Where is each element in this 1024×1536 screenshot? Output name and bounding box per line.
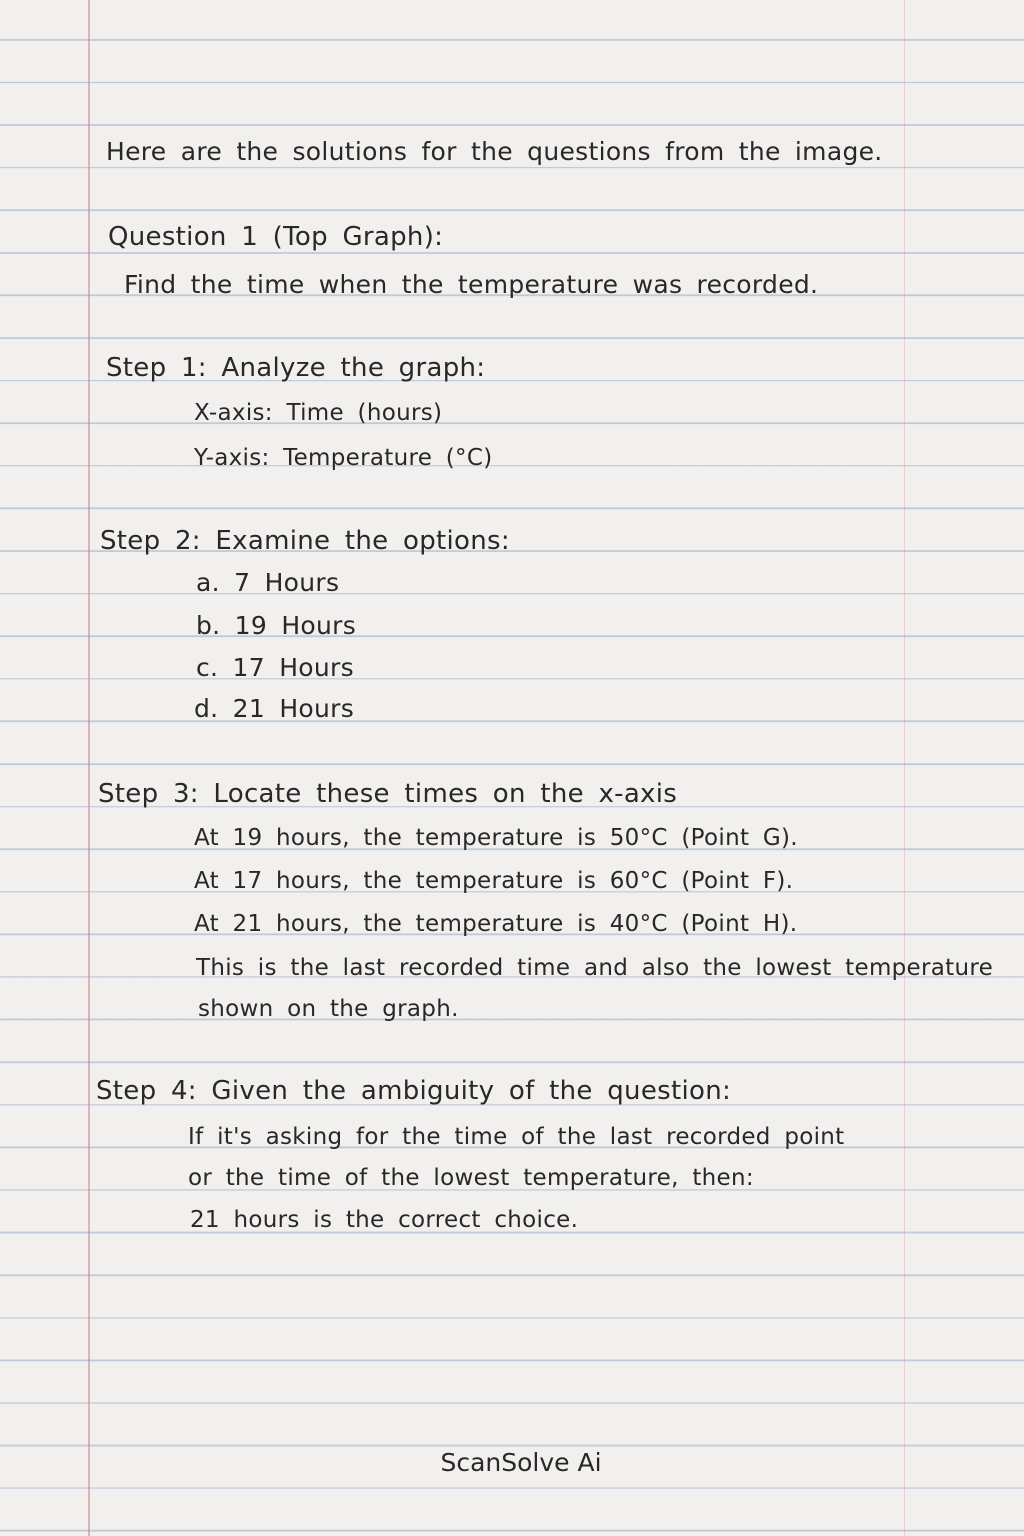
step3-line: shown on the graph. <box>198 996 459 1022</box>
step1-title: Step 1: Analyze the graph: <box>106 353 486 383</box>
left-margin-rule <box>88 0 90 1536</box>
option-d: d. 21 Hours <box>194 694 355 723</box>
step3-line: At 19 hours, the temperature is 50°C (Point G). <box>194 825 798 851</box>
step3-line: At 17 hours, the temperature is 60°C (Point F). <box>194 868 794 894</box>
question-title: Question 1 (Top Graph): <box>108 222 444 252</box>
footer-brand: ScanSolve Ai <box>440 1448 602 1477</box>
intro-text: Here are the solutions for the questions from the image. <box>106 137 883 166</box>
step1-line: X-axis: Time (hours) <box>194 400 443 426</box>
step3-line: At 21 hours, the temperature is 40°C (Point H). <box>194 911 798 937</box>
step3-title: Step 3: Locate these times on the x-axis <box>98 779 678 809</box>
step4-line: or the time of the lowest temperature, then: <box>188 1165 754 1191</box>
option-a: a. 7 Hours <box>196 568 340 597</box>
question-text: Find the time when the temperature was recorded. <box>124 270 819 299</box>
step2-title: Step 2: Examine the options: <box>100 526 510 556</box>
step3-line: This is the last recorded time and also the lowest temperature <box>196 955 994 981</box>
option-c: c. 17 Hours <box>196 653 354 682</box>
step1-line: Y-axis: Temperature (°C) <box>194 445 493 471</box>
step4-line: If it's asking for the time of the last recorded point <box>188 1124 845 1150</box>
option-b: b. 19 Hours <box>196 611 357 640</box>
step4-line: 21 hours is the correct choice. <box>190 1207 579 1233</box>
right-margin-rule <box>904 0 905 1536</box>
step4-title: Step 4: Given the ambiguity of the question: <box>96 1076 732 1106</box>
